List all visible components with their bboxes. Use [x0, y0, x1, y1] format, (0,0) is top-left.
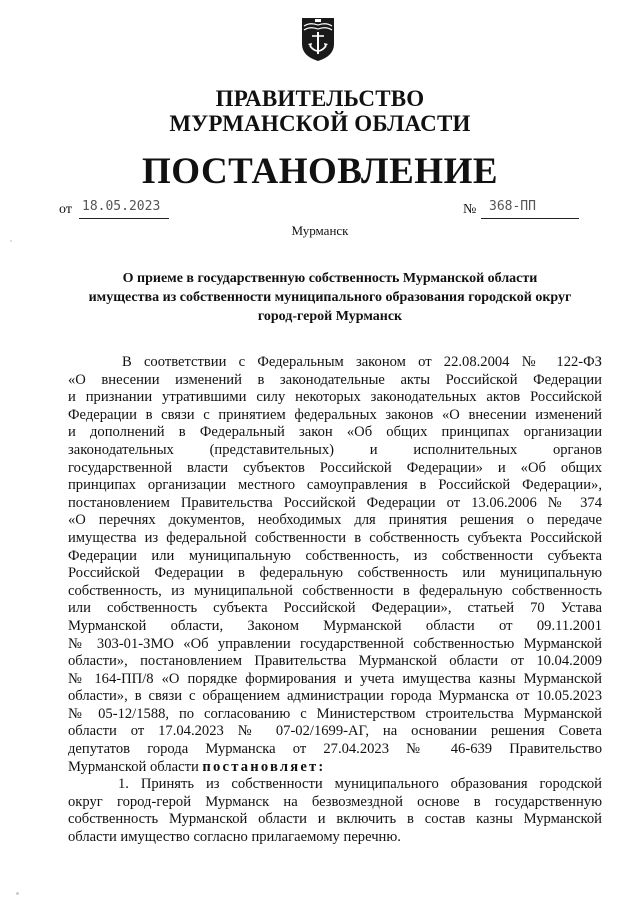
subject-line: город-герой Мурманск — [257, 309, 403, 324]
item-1-line: собственность Мурманской области и включить в состав казны Мурманской — [68, 811, 602, 828]
body-line: законодательных (представительных) и исполнительных органов — [68, 441, 602, 458]
document-subject — [60, 269, 600, 326]
resolution-prefix: Мурманской области — [68, 758, 203, 775]
body-line: области от 17.04.2023 № 07-02/1699-АГ, на основании решения Совета — [68, 723, 602, 740]
scan-speck — [10, 240, 12, 242]
body-line: депутатов города Мурманска от 27.04.2023 № 46-639 Правительство — [68, 741, 602, 758]
body-line: принципах организации местного самоуправления в Российской Федерации», — [68, 477, 602, 494]
body-line: и признании утратившими силу некоторых законодательных актов Российской — [68, 389, 602, 406]
resolve-word: постановляет: — [202, 758, 326, 775]
org-name-line1: ПРАВИТЕЛЬСТВО — [215, 86, 425, 111]
city-name: Мурманск — [291, 223, 349, 238]
murmansk-coat-of-arms-icon — [300, 16, 336, 62]
resolution-line — [68, 759, 602, 777]
date-label: от — [59, 202, 72, 217]
body-line: № 05-12/1588, по согласованию с Министерством строительства Мурманской — [68, 705, 602, 722]
body-line: Федерации или муниципальную собственность, из собственности субъекта — [68, 547, 602, 564]
item-1-line: области имущество согласно прилагаемому перечню. — [68, 829, 401, 846]
item-1-line: округ город-герой Мурманск на безвозмездной основе в государственную — [68, 793, 602, 810]
subject-line: О приеме в государственную собственность Мурманской области — [122, 271, 538, 286]
body-line: постановлением Правительства Российской Федерации от 13.06.2006 № 374 — [68, 494, 602, 511]
body-line: области», постановлением Правительства Мурманской области от 10.04.2009 — [68, 653, 602, 670]
body-line: собственность, из муниципальной собственности в федеральную собственность — [68, 582, 602, 599]
body-line: имущества из федеральной собственности в собственность субъекта Российской — [68, 529, 602, 546]
body-line: Федерации в связи с принятием федеральных законов «О внесении изменений — [68, 406, 602, 423]
date-value: 18.05.2023 — [82, 199, 161, 214]
body-line: или собственность субъекта Российской Федерации», статьей 70 Устава — [68, 600, 602, 617]
body-line: № 303-01-ЗМО «Об управлении государственной собственностью Мурманской — [68, 635, 602, 652]
body-line: В соответствии с Федеральным законом от 22.08.2004 № 122-ФЗ — [122, 354, 602, 370]
subject-line: имущества из собственности муниципального образования городской округ — [88, 290, 572, 305]
body-line: Российской Федерации в федеральную собственность или муниципальную — [68, 565, 602, 582]
body-line: «О внесении изменений в законодательные акты Российской Федерации — [68, 371, 602, 388]
scan-speck — [16, 892, 19, 895]
document-type-title: ПОСТАНОВЛЕНИЕ — [141, 151, 499, 192]
number-value: 368-ПП — [489, 199, 536, 214]
body-line: и дополнений в Федеральный закон «Об общих принципах организации — [68, 424, 602, 441]
document-body — [68, 354, 602, 847]
number-label: № — [463, 202, 477, 217]
body-line: государственной власти субъектов Российской Федерации» и «Об общих — [68, 459, 602, 476]
body-line: Мурманской области, Законом Мурманской области от 09.11.2001 — [68, 617, 602, 634]
item-1-line: 1. Принять из собственности муниципального образования городской — [118, 776, 602, 793]
org-name-line2: МУРМАНСКОЙ ОБЛАСТИ — [169, 111, 471, 136]
body-line: № 164-ПП/8 «О порядке формирования и учета имущества казны Мурманской — [68, 670, 602, 687]
body-line: «О перечнях документов, необходимых для принятия решения о передаче — [68, 512, 602, 529]
body-line: области», в связи с обращением администрации города Мурманска от 10.05.2023 — [68, 688, 602, 705]
